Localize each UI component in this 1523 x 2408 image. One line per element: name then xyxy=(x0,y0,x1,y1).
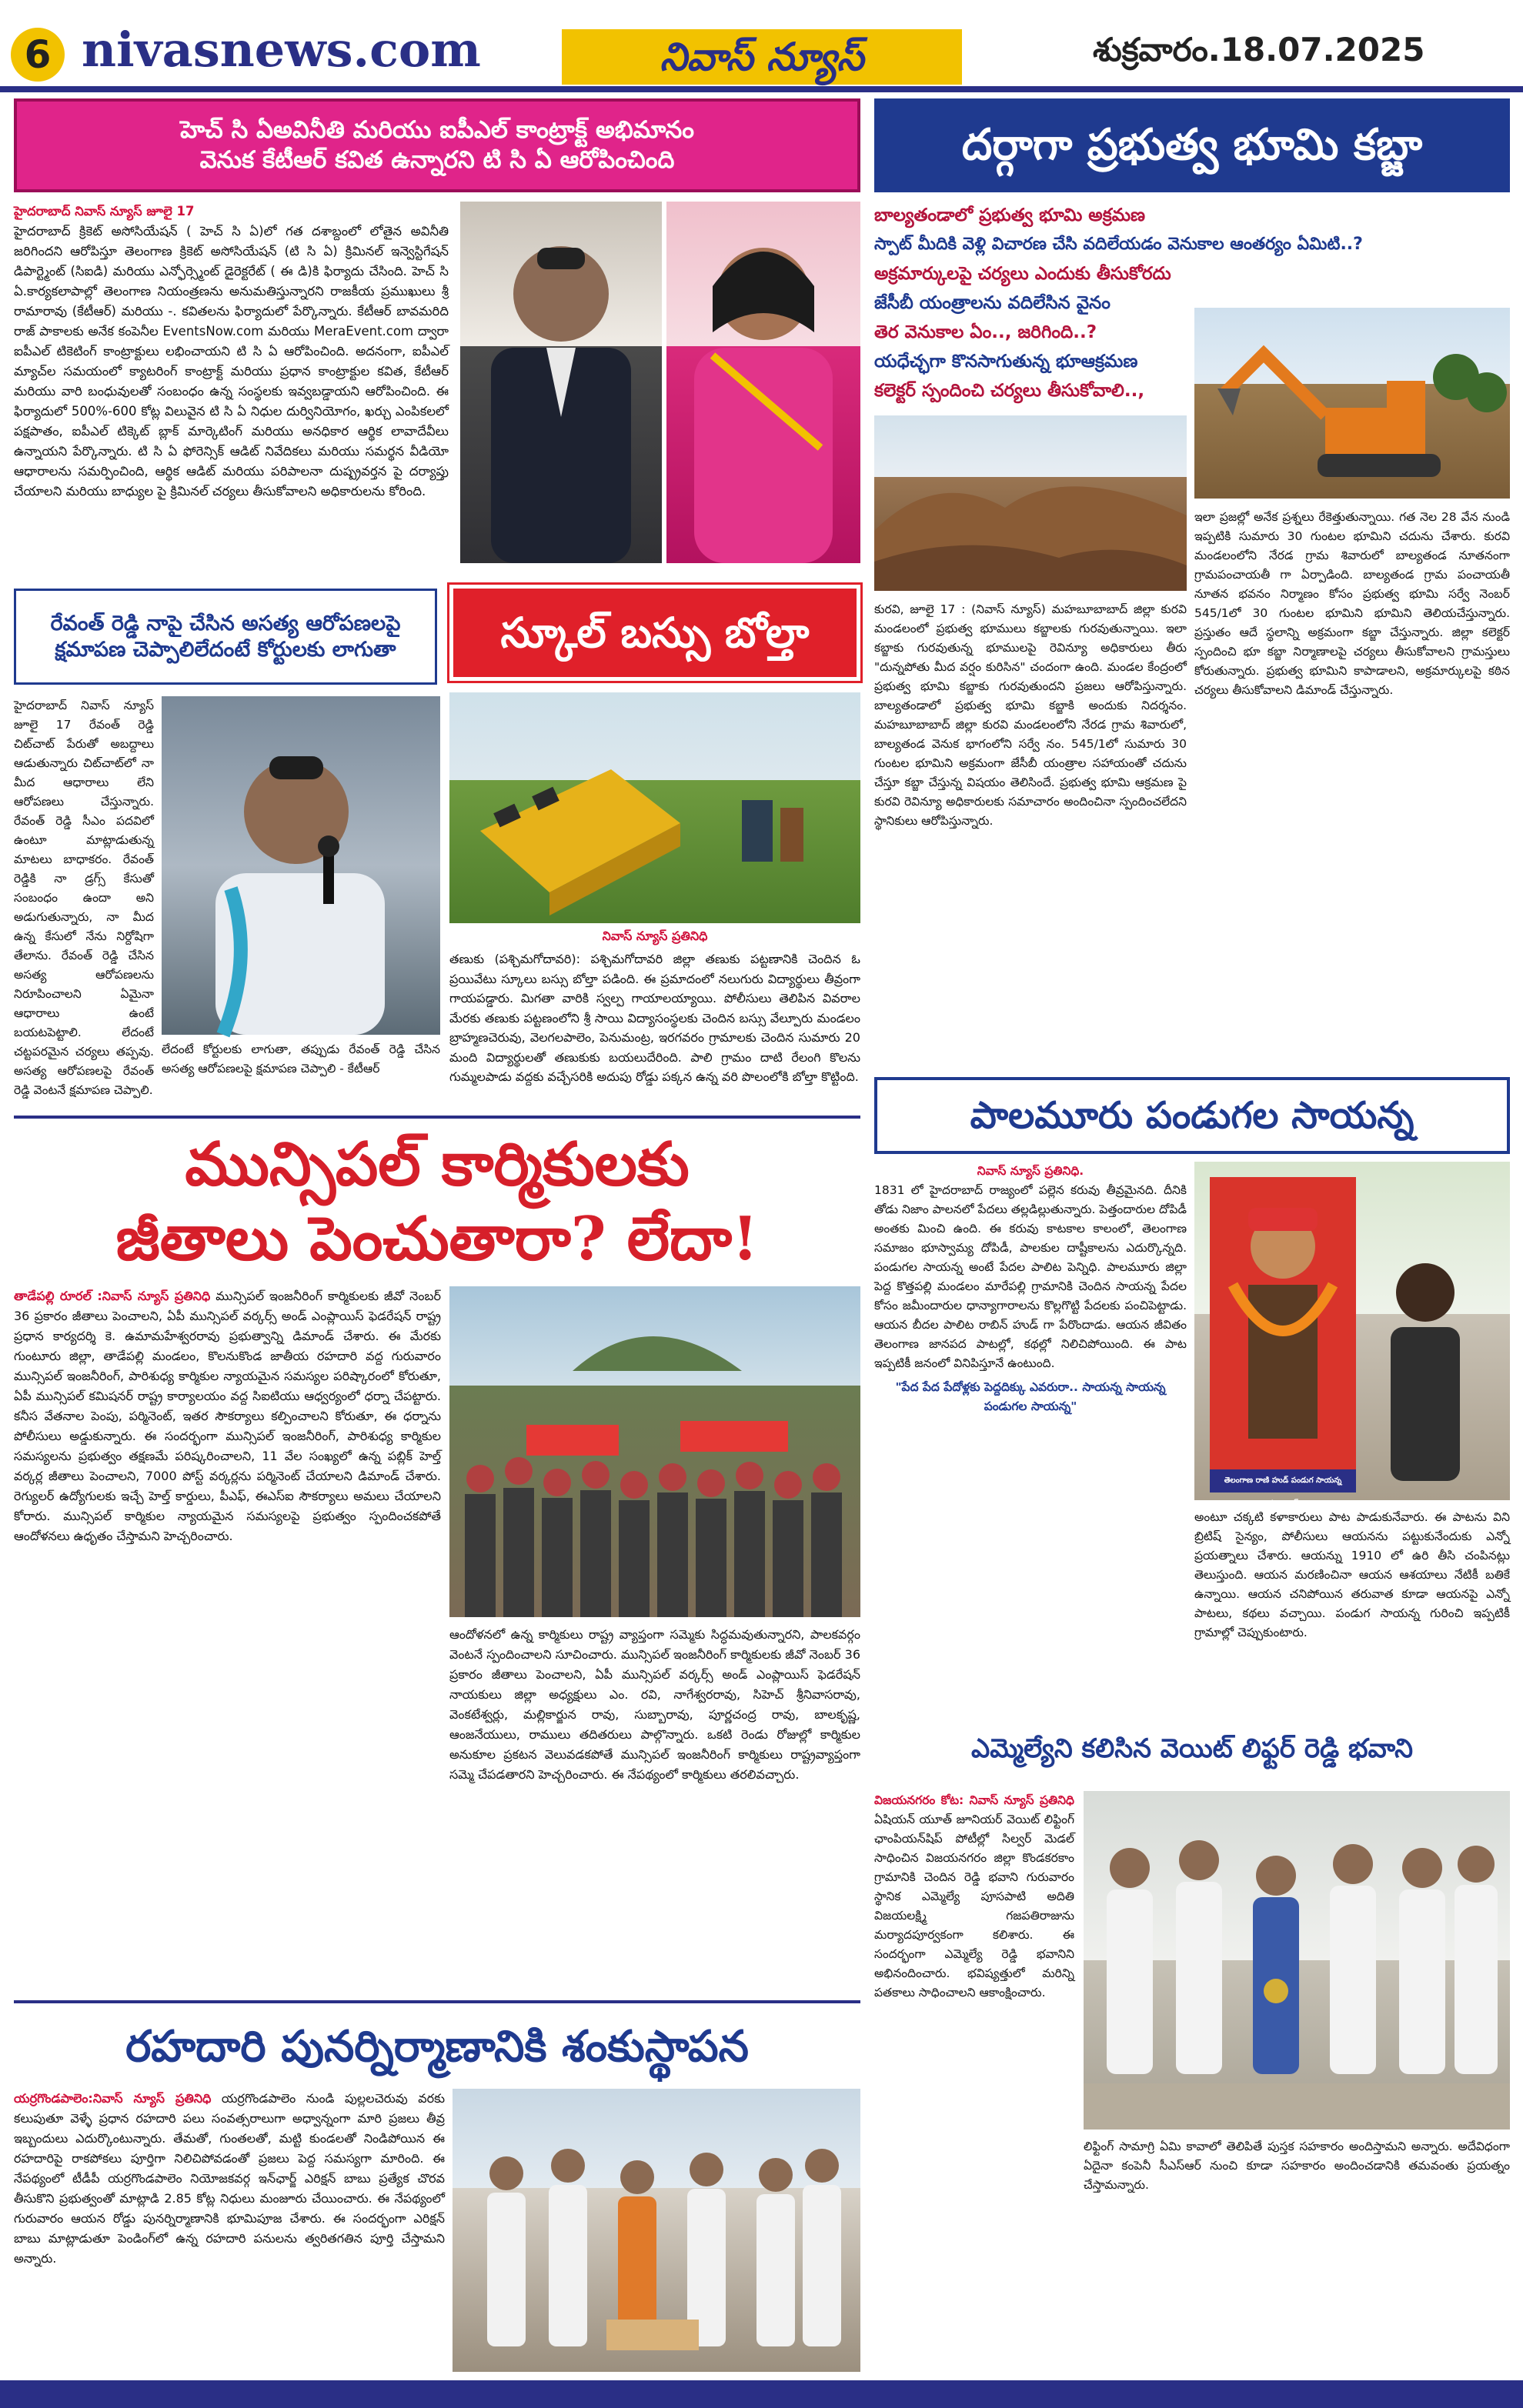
story4-article-left xyxy=(14,1286,441,1994)
divider xyxy=(14,1116,860,1119)
story2-headline xyxy=(14,589,437,685)
story4-photo-protest xyxy=(449,1286,860,1617)
story3-photo-bus xyxy=(449,692,860,923)
excavator-icon xyxy=(1194,308,1510,499)
story2-headline-line2: క్షమాపణ చెప్పాలిలేదంటే కోర్టులకు లాగుతా xyxy=(55,637,396,662)
story6-body-right: ఇలా ప్రజల్లో అనేక ప్రశ్నలు రేకెత్తుతున్నాయి. గత నెల 28 వేన నుండి ఇప్పటికి సుమారు 30 గుంటల భూమిని చదును చేశారు. కురవి మండలంలోని నేరడ గ్రామ శివారులో బాల్యతండ నూతనంగా గ్రామపంచాయతీ గా ఏర్పాడింది. బాల్యతండ గ్రామ పంచాయతీ నూతన భవనం నిర్మాణం కోసం ప్రభుత్వ భూమి సర్వే నెంబర్ 545/1లో 30 గుంటల భూమిని భూమిని తెలియచేస్తున్నారు. ప్రస్తుతం ఆదే స్థలాన్ని అక్రమంగా కబ్జా చేస్తున్నారు. జిల్లా కలెక్టర్ స్పందించి భూ కబ్జా నిర్మాణాలపై చర్యలు తీసుకోవాలని గ్రామస్తులు కోరుతున్నారు. ప్రభుత్వ భూమిని కాపాడాలని, అక్రమార్కులపై కఠిన చర్యలు తీసుకోవాలని డిమాండ్ చేస్తున్నారు. xyxy=(1194,510,1510,697)
person-silhouette-icon xyxy=(666,202,860,563)
story6-article-right xyxy=(1194,508,1510,1069)
story6-headline-text: దర్గాగా ప్రభుత్వ భూమి కబ్జా xyxy=(961,120,1423,170)
overturned-bus-icon xyxy=(449,692,860,923)
story6-teaser-5: తెర వెనుకాల ఏం.., జరిగింది..? xyxy=(874,322,1097,342)
page-number: 6 xyxy=(11,28,65,82)
story2-photo xyxy=(162,696,440,1035)
story8-body: ఏషియన్ యూత్ జూనియర్ వెయిట్ లిఫ్టింగ్ ఛాంపియన్‌షిప్ పోటీల్లో సిల్వర్ మెడల్ సాధించిన విజయనగరం జిల్లా కొండకరకాం గ్రామానికి చెందిన రెడ్డి భవాని గురువారం స్థానిక ఎమ్మెల్యే పూసపాటి అదితి విజయలక్ష్మి గజపతిరాజును మర్యాదపూర్వకంగా కలిశారు. ఈ సందర్భంగా ఎమ్మెల్యే రెడ్డి భవానిని అభినందించారు. భవిష్యత్తులో మరిన్ని పతకాలు సాధించాలని ఆకాంక్షించారు. xyxy=(874,1813,1074,1999)
story7-photo-portrait xyxy=(1194,1162,1510,1508)
story1-photo-ktr xyxy=(460,202,662,563)
story5-body: యర్రగొండపాలెం నుండి పుల్లలచెరువు వరకు కలుపుతూ వెళ్ళే ప్రధాన రహదారి పలు సంవత్సరాలుగా అధ్వాన్నంగా మారి ప్రజలు తీవ్ర ఇబ్బందులు ఎదుర్కొంటున్నారు. తేమతో, గుంతలతో, మట్టి కుండలతో నిండిపోయిన ఈ రహదారిపై రాకపోకలు పూర్తిగా నిలిచిపోవడంతో ప్రజలు పెద్ద సమస్యగా మారింది. ఈ నేపథ్యంలో టీడీపీ యర్రగొండపాలెం నియోజకవర్గ ఇన్‌ఛార్జ్ ఎరిక్షన్ బాబు ప్రత్యేక చొరవ తీసుకొని ప్రభుత్వంతో మాట్లాడి 2.85 కోట్ల నిధులు మంజూరు చేయించారు. ఈ నేపథ్యంలో గురువారం ఆయన రోడ్డు పునర్నిర్మాణానికి భూమిపూజ చేశారు. ఈ సందర్భంగా ఎరిక్షన్ బాబు మాట్లాడుతూ పెండింగ్‌లో ఉన్న రహదారి పనులను త్వరితగతిన పూర్తి చేస్తామని అన్నారు. xyxy=(14,2091,445,2266)
story4-headline-line2: జీతాలు పెంచుతారా? లేదా! xyxy=(115,1204,759,1274)
story3-body: తణుకు (పశ్చిమగోదావరి): పశ్చిమగోదావరి జిల్లా తణుకు పట్టణానికి చెందిన ఓ ప్రయివేటు స్కూలు బస్సు బోల్తా పడింది. ఈ ప్రమాదంలో నలుగురు విద్యార్థులు తీవ్రంగా గాయపడ్డారు. మిగతా వారికి స్వల్ప గాయాలయ్యాయి. పోలీసులు తెలిపిన వివరాల మేరకు తణుకు పట్టణంలోని శ్రీ సాయి విద్యాసంస్థలకు చెందిన బస్సు వేల్పూరు మండలం బ్రాహ్మణచెరువు, వెలగలపాలెం, పెనుమంట్ర, ఇరగవరం గ్రామాలకు చెందిన సుమారు 20 మంది విద్యార్థులతో తణుకుకు బయలుదేరింది. పాలి గ్రామం దాటి రేలంగి కొలను గుమ్మలపాడు వద్దకు వచ్చేసరికి అదుపు రోడ్డు పక్కన ఉన్న వరి పొలంలోకి బోల్తా కొట్టింది. xyxy=(449,952,860,1084)
site-name[interactable]: nivasnews.com xyxy=(82,22,481,78)
story6-teaser-6: యధేచ్ఛగా కొనసాగుతున్న భూఆక్రమణ xyxy=(874,352,1138,372)
protest-crowd-icon xyxy=(449,1286,860,1617)
story6-article-left xyxy=(874,600,1187,1069)
portrait-with-garland-icon xyxy=(1194,1162,1510,1508)
earth-mound-icon xyxy=(874,415,1187,591)
story5-headline xyxy=(14,2008,860,2085)
story1-headline-line2: వెనుక కేటీఆర్ కవిత ఉన్నారని టి సి ఏ ఆరోపించింది xyxy=(199,146,675,174)
story2-body-tail: లేదంటే కోర్టులకు లాగుతా, తప్పుడు రేవంత్ రెడ్డి చేసిన అసత్య ఆరోపణలపై క్షమాపణ చెప్పాలి - కేటీఆర్ xyxy=(162,1042,440,1076)
story7-byline: నివాస్ న్యూస్ ప్రతినిధి. xyxy=(977,1164,1084,1178)
story3-caption: నివాస్ న్యూస్ ప్రతినిధి xyxy=(449,926,860,946)
story7-song: "పేద పేద పేదోళ్లకు పెద్దదిక్కు ఎవరురా.. సాయన్న సాయన్న పండుగల సాయన్న" xyxy=(895,1380,1166,1413)
story4-body-right: ఆందోళనలో ఉన్న కార్మికులు రాష్ట్ర వ్యాప్తంగా సమ్మెకు సిద్ధమవుతున్నారని, పాలకవర్గం వెంటనే స్పందించాలని సూచించారు. మున్సిపల్ ఇంజనీరింగ్ కార్మికులకు జీవో నెంబర్ 36 ప్రకారం జీతాలు పెంచాలని, ఏపీ మున్సిపల్ వర్కర్స్ అండ్ ఎంప్లాయిస్ ఫెడరేషన్ నాయకులు జిల్లా అధ్యక్షులు ఎం. రవి, నాగేశ్వరరావు, సిహెచ్ శ్రీనివాసరావు, వెంకటేశ్వర్లు, మల్లికార్జున రావు, సుబ్బారావు, పూర్ణచంద్ర రావు, బాలకృష్ణ, ఆంజనేయులు, రాములు తదితరులు పాల్గొన్నారు. ఒకటి రెండు రోజుల్లో కార్మికుల అనుకూల ప్రకటన వెలువడకపోతే మున్సిపల్ ఇంజనీరింగ్ కార్మికులు రాష్ట్రవ్యాప్తంగా సమ్మె చేపడతారని హెచ్చరించారు. ఈ నేపథ్యంలో కార్మికులు తరలివచ్చారు. xyxy=(449,1627,860,1782)
story5-article xyxy=(14,2089,445,2373)
divider xyxy=(14,2000,860,2003)
story6-teaser-4: జేసీబీ యంత్రాలను వదిలేసిన వైనం xyxy=(874,293,1111,313)
speaker-with-microphone-icon xyxy=(162,696,440,1035)
story1-headline-line1: హెచ్ సి ఏఅవినీతి మరియు ఐపీఎల్ కాంట్రాక్ట్ అభిమానం xyxy=(180,116,694,145)
story1-photo-kavitha xyxy=(666,202,860,563)
story4-body-left: మున్సిపల్ ఇంజనీరింగ్ కార్మికులకు జీవో నెంబర్ 36 ప్రకారం జీతాలు పెంచాలని, ఏపీ మున్సిపల్ వర్కర్స్ అండ్ ఎంప్లాయిస్ ఫెడరేషన్ రాష్ట్ర ప్రధాన కార్యదర్శి కె. ఉమామహేశ్వరరావు ప్రభుత్వాన్ని డిమాండ్ చేశారు. ఈ మేరకు గుంటూరు జిల్లా, తాడేపల్లి మండలం, కొలనుకొండ జాతీయ రహదారి వద్ద గురువారం మున్సిపల్ ఇంజనీరింగ్, పారిశుధ్య కార్మికుల న్యాయమైన సమస్యల పరిష్కారంలో కోరుతూ, ఏపీ మున్సిపల్ కమిషనర్ రాష్ట్ర కార్యాలయం వద్ద సిఐటియు ఆధ్వర్యంలో ధర్నా చేపట్టారు. కనీస వేతనాల పెంపు, పర్మినెంట్, ఇతర సౌకర్యాలు కల్పించాలని కోరుతూ, ఈ ధర్నాను పోలీసులు అడ్డుకున్నారు. ఈ సందర్భంగా మున్సిపల్ ఇంజనీరింగ్, పారిశుధ్య కార్మికుల సమస్యలను ప్రభుత్వం తక్షణమే పరిష్కరించాలని, 11 వేల సంఖ్యలో ఉన్న పబ్లిక్ హెల్త్ వర్కర్ల జీతాలు పెంచాలని, 7000 పోస్ట్ వర్కర్లను పర్మినెంట్ చేయాలని డిమాండ్ చేశారు. రెగ్యులర్ ఉద్యోగులకు ఇచ్చే హెల్త్ కార్డులు, పీఎఫ్, ఈఎస్ఐ సౌకర్యాలు అమలు చేయాలని కోరారు. మున్సిపల్ కార్మికుల న్యాయమైన సమస్యలపై ప్రభుత్వం స్పందించకపోతే ఆందోళనలు ఉధృతం చేస్తామని హెచ్చరించారు. xyxy=(14,1289,441,1543)
story3-headline xyxy=(449,585,860,681)
story4-article-right xyxy=(449,1625,860,1994)
story1-headline xyxy=(14,98,860,192)
newspaper-brand: నివాస్ న్యూస్ xyxy=(562,29,962,85)
story2-headline-line1: రేవంత్ రెడ్డి నాపై చేసిన అసత్య ఆరోపణలపై xyxy=(50,611,401,635)
story7-photo-caption: తెలంగాణ రాణి హుడ్ పండుగ సాయన్న ముదిరాజ్ xyxy=(1224,1476,1342,1508)
story7-headline xyxy=(874,1077,1510,1154)
story5-headline-text: రహదారి పునర్నిర్మాణానికి శంకుస్థాపన xyxy=(125,2021,749,2072)
story7-headline-text: పాలమూరు పండుగల సాయన్న xyxy=(970,1094,1414,1137)
story7-body: 1831 లో హైదరాబాద్ రాజ్యంలో పల్లెన కరువు తీవ్రమైనది. దీనికి తోడు నిజాం పాలనలో పేదలు తల్లడిల్లుతున్నారు. పెత్తందారుల దోపిడీ అంతకు మించి ఉంది. ఈ కరువు కాటకాల కాలంలో, తెలంగాణ సమాజం భూస్వామ్య దోపిడీ, పాలకుల దాష్టీకాలను ఎదుర్కొన్నది. పండుగల సాయన్న అంటే పేదల పాలిట పెన్నిధి. పాలమూరు జిల్లా పెద్ద కొత్తపల్లి మండలం మారేపల్లి గ్రామానికి చెందిన సాయన్న పేదల కోసం జమీందారుల ధాన్యాగారాలను కొల్లగొట్టి పేదలకు పంచిపెట్టాడు. ఆయన బీదల పాలిట రాబిన్ హుడ్ గా పేరొందాడు. ఆయన జీవితం తెలంగాణ జానపద పాటల్లో, కథల్లో నిలిచిపోయింది. ఈ పాట ఇప్పటికీ జనంలో వినిపిస్తూనే ఉంటుంది. xyxy=(874,1183,1187,1370)
story8-body-tail: లిఫ్టింగ్ సామాగ్రి ఏమి కావాలో తెలిపితే పుస్తక సహకారం అందిస్తామని అన్నారు. అదేవిధంగా ఏదైనా కంపెనీ సీఎస్ఆర్ నుంచి కూడా సహకారం అందించడానికి తమవంతు ప్రయత్నం చేస్తామన్నారు. xyxy=(1084,2140,1510,2192)
story8-article-2 xyxy=(1084,2137,1510,2299)
story6-teaser-1: బాల్యతండాలో ప్రభుత్వ భూమి అక్రమణ xyxy=(874,205,1146,225)
story1-article xyxy=(14,202,449,571)
story4-byline: తాడేపల్లి రూరల్ :నివాస్ న్యూస్ ప్రతినిధి xyxy=(14,1289,211,1303)
story6-photo-excavator xyxy=(1194,308,1510,499)
story2-body: హైదరాబాద్ నివాస్ న్యూస్ జూలై 17 రేవంత్ రెడ్డి చిట్‌చాట్ పేరుతో అబద్దాలు ఆడుతున్నారు చిట్‌చాట్‌లో నా మీద ఆధారాలు లేని ఆరోపణలు చేస్తున్నారు. రేవంత్ రెడ్డి సీఎం పదవిలో ఉంటూ మాట్లాడుతున్న మాటలు బాధాకరం. రేవంత్ రెడ్డికి నా డ్రగ్స్ కేసుతో సంబంధం ఉందా అని అడుగుతున్నారు, నా మీద ఉన్న కేసులో నేను నిర్దోషిగా తేలాను. రేవంత్ రెడ్డి చేసిన అసత్య ఆరోపణలను నిరూపించాలని ఏమైనా ఆధారాలు ఉంటే బయటపెట్టాలి. లేదంటే చట్టపరమైన చర్యలు తప్పవు. అసత్య ఆరోపణలపై రేవంత్ రెడ్డి వెంటనే క్షమాపణ చెప్పాలి. xyxy=(14,699,154,1097)
story8-photo-group xyxy=(1084,1791,1510,2130)
story4-headline-line1: మున్సిపల్ కార్మికులకు xyxy=(185,1129,690,1199)
issue-date: శుక్రవారం.18.07.2025 xyxy=(1093,31,1425,68)
story2-tail xyxy=(162,1040,440,1111)
story7-body2: అంటూ చక్కటి కళాకారులు పాట పాడుకునేవారు. ఈ పాటను విని బ్రిటిష్ సైన్యం, పోలీసులు ఆయనను పట్టుకునేందుకు ఎన్నో ప్రయత్నాలు చేశారు. ఆయన్ను 1910 లో ఉరి తీసి చంపినట్లు తెలుస్తుంది. ఆయన మరణించినా ఆయన ఆశయాలు నేటికీ బతికే ఉన్నాయి. ఆయన చనిపోయిన తరువాత కూడా ఆయనపై ఎన్నో పాటలు, కథలు వచ్చాయి. పండుగ సాయన్న గురించి ఇప్పటికీ గ్రామాల్లో చెప్పుకుంటారు. xyxy=(1194,1510,1510,1639)
story6-teaser-7: కలెక్టర్ స్పందించి చర్యలు తీసుకోవాలి.., xyxy=(874,381,1145,401)
story7-article-2 xyxy=(1194,1508,1510,1708)
story7-article xyxy=(874,1162,1187,1708)
story6-body-left: కురవి, జూలై 17 : (నివాస్ న్యూస్) మహబూబాబాద్ జిల్లా కురవి మండలంలో ప్రభుత్వ భూములు కబ్జాలకు గురవుతున్నాయి. ఇలా కబ్జాకు గురవుతున్న భూములపై రెవిన్యూ అధికారులు తీరు "దున్నపోతు మీద వర్షం కురిసిన" చందంగా ఉంది. మండల కేంద్రంలో ప్రభుత్వ భూమి కబ్జాకు గురవుతుందని ప్రజలు ఆరోపిస్తున్నారు. బాల్యతండాలో ప్రభుత్వ భూమి కబ్జాకి అందుకు నిదర్శనం. మహబూబాబాద్ జిల్లా కురవి మండలంలోని నేరడ గ్రామ శివారులో, బాల్యతండ వెనుక భాగంలోని సర్వే నం. 545/1లో సుమారు 30 గుంటల భూమిని అక్రమంగా జేసీబీ యంత్రాల సహాయంతో చదును చేస్తూ కబ్జా చేస్తున్న విషయం తెలిసిందే. ప్రభుత్వ భూమి ఆక్రమణ పై కురవి రెవిన్యూ అధికారులకు సమాచారం అందించినా స్పందించలేదని స్థానికులు ఆరోపిస్తున్నారు. xyxy=(874,602,1187,828)
ceremony-group-icon xyxy=(453,2089,860,2372)
story6-teaser-3: అక్రమార్కులపై చర్యలు ఎందుకు తీసుకోరదు xyxy=(874,264,1171,284)
footer-bar xyxy=(0,2380,1523,2408)
story6-teaser-2: స్పాట్ మీదికి వెళ్లి విచారణ చేసి వదిలేయడం వెనుకాల ఆంతర్యం ఏమిటి..? xyxy=(874,235,1363,254)
story6-headline xyxy=(874,98,1510,192)
story5-photo-ceremony xyxy=(453,2089,860,2372)
story8-byline: విజయనగరం కోట: నివాస్ న్యూస్ ప్రతినిధి xyxy=(874,1793,1074,1807)
story6-photo-land xyxy=(874,415,1187,591)
story2-article xyxy=(14,696,154,1112)
story1-body: హైదరాబాద్ క్రికెట్ అసోసియేషన్ ( హెచ్ సి ఏ)లో గత దశాబ్దంలో లోతైన అవినీతి జరిగిందని ఆరోపిస్తూ తెలంగాణ క్రికెట్ అసోసియేషన్ (టి సి ఏ) క్రిమినల్ ఇన్వెస్టిగేషన్ డిపార్ట్మెంట్ (సిఐడి) మరియు ఎన్ఫోర్స్మెంట్ డైరెక్టరేట్ ( ఈ డి)కి ఫిర్యాదు చేసింది. హెచ్ సి ఏ.కార్యకలాపాల్లో తెలంగాణ నియంత్రణను అనుమతిస్తున్నారని రాజకీయ ప్రముఖులు శ్రీ రామారావు (కేటీఆర్) మరియు -. కవితలను ఫిర్యాదులో పేర్కొన్నారు. కేటీఆర్ బావమరిది రాజ్ పాకాలకు అనేక కంపెనీల EventsNow.com మరియు MeraEvent.com ద్వారా ఐపీఎల్ టికెటింగ్ కాంట్రాక్టులు లభించాయని టి సి ఏ ఆరోపించింది. అదనంగా, ఐపీఎల్ మ్యాచ్‌ల సమయంలో క్యాటరింగ్ కాంట్రాక్ట్ మరియు ప్రధాన కాంట్రాక్టుల కవిత, కేటీఆర్ మరియు వారి బంధువులతో సంబంధం ఉన్న సంస్థలకు ఇవ్వబడ్డాయని ఆరోపించింది. ఈ ఫిర్యాదులో 500%-600 కోట్ల విలువైన టి సి ఏ నిధుల దుర్వినియోగం, ఖర్చు ఎంపికలలో పక్షపాతం, ఐపీఎల్ టిక్కెట్ బ్లాక్ మార్కెటింగ్ మరియు అనధికార ఆర్థిక లావాదేవీలు ఉన్నాయని పేర్కొన్నారు. టి సి ఏ ఫోరెన్సిక్ ఆడిట్ నివేదికలు మరియు సమర్థన వీడియో ఆధారాలను సమర్పించింది, ఆర్థిక ఆడిట్ మరియు పరిపాలనా దుష్ప్రవర్తన పై దర్యాప్తు చేయాలని మరియు బాధ్యుల పై క్రిమినల్ చర్యలు తీసుకోవాలని అధికారులను కోరింది. xyxy=(14,224,449,499)
story8-headline xyxy=(874,1714,1510,1783)
story3-article xyxy=(449,949,860,1111)
story5-byline: యర్రగొండపాలెం:నివాస్ న్యూస్ ప్రతినిధి xyxy=(14,2091,212,2106)
story8-headline-text: ఎమ్మెల్యేని కలిసిన వెయిట్ లిఫ్టర్ రెడ్డి భవాని xyxy=(971,1733,1413,1764)
group-photo-icon xyxy=(1084,1791,1510,2130)
story4-headline xyxy=(14,1125,860,1279)
person-silhouette-icon xyxy=(460,202,662,563)
story3-headline-text: స్కూల్ బస్సు బోల్తా xyxy=(500,608,810,657)
story1-byline: హైదరాబాద్ నివాస్ న్యూస్ జూలై 17 xyxy=(14,204,195,218)
story8-article xyxy=(874,1791,1074,2299)
